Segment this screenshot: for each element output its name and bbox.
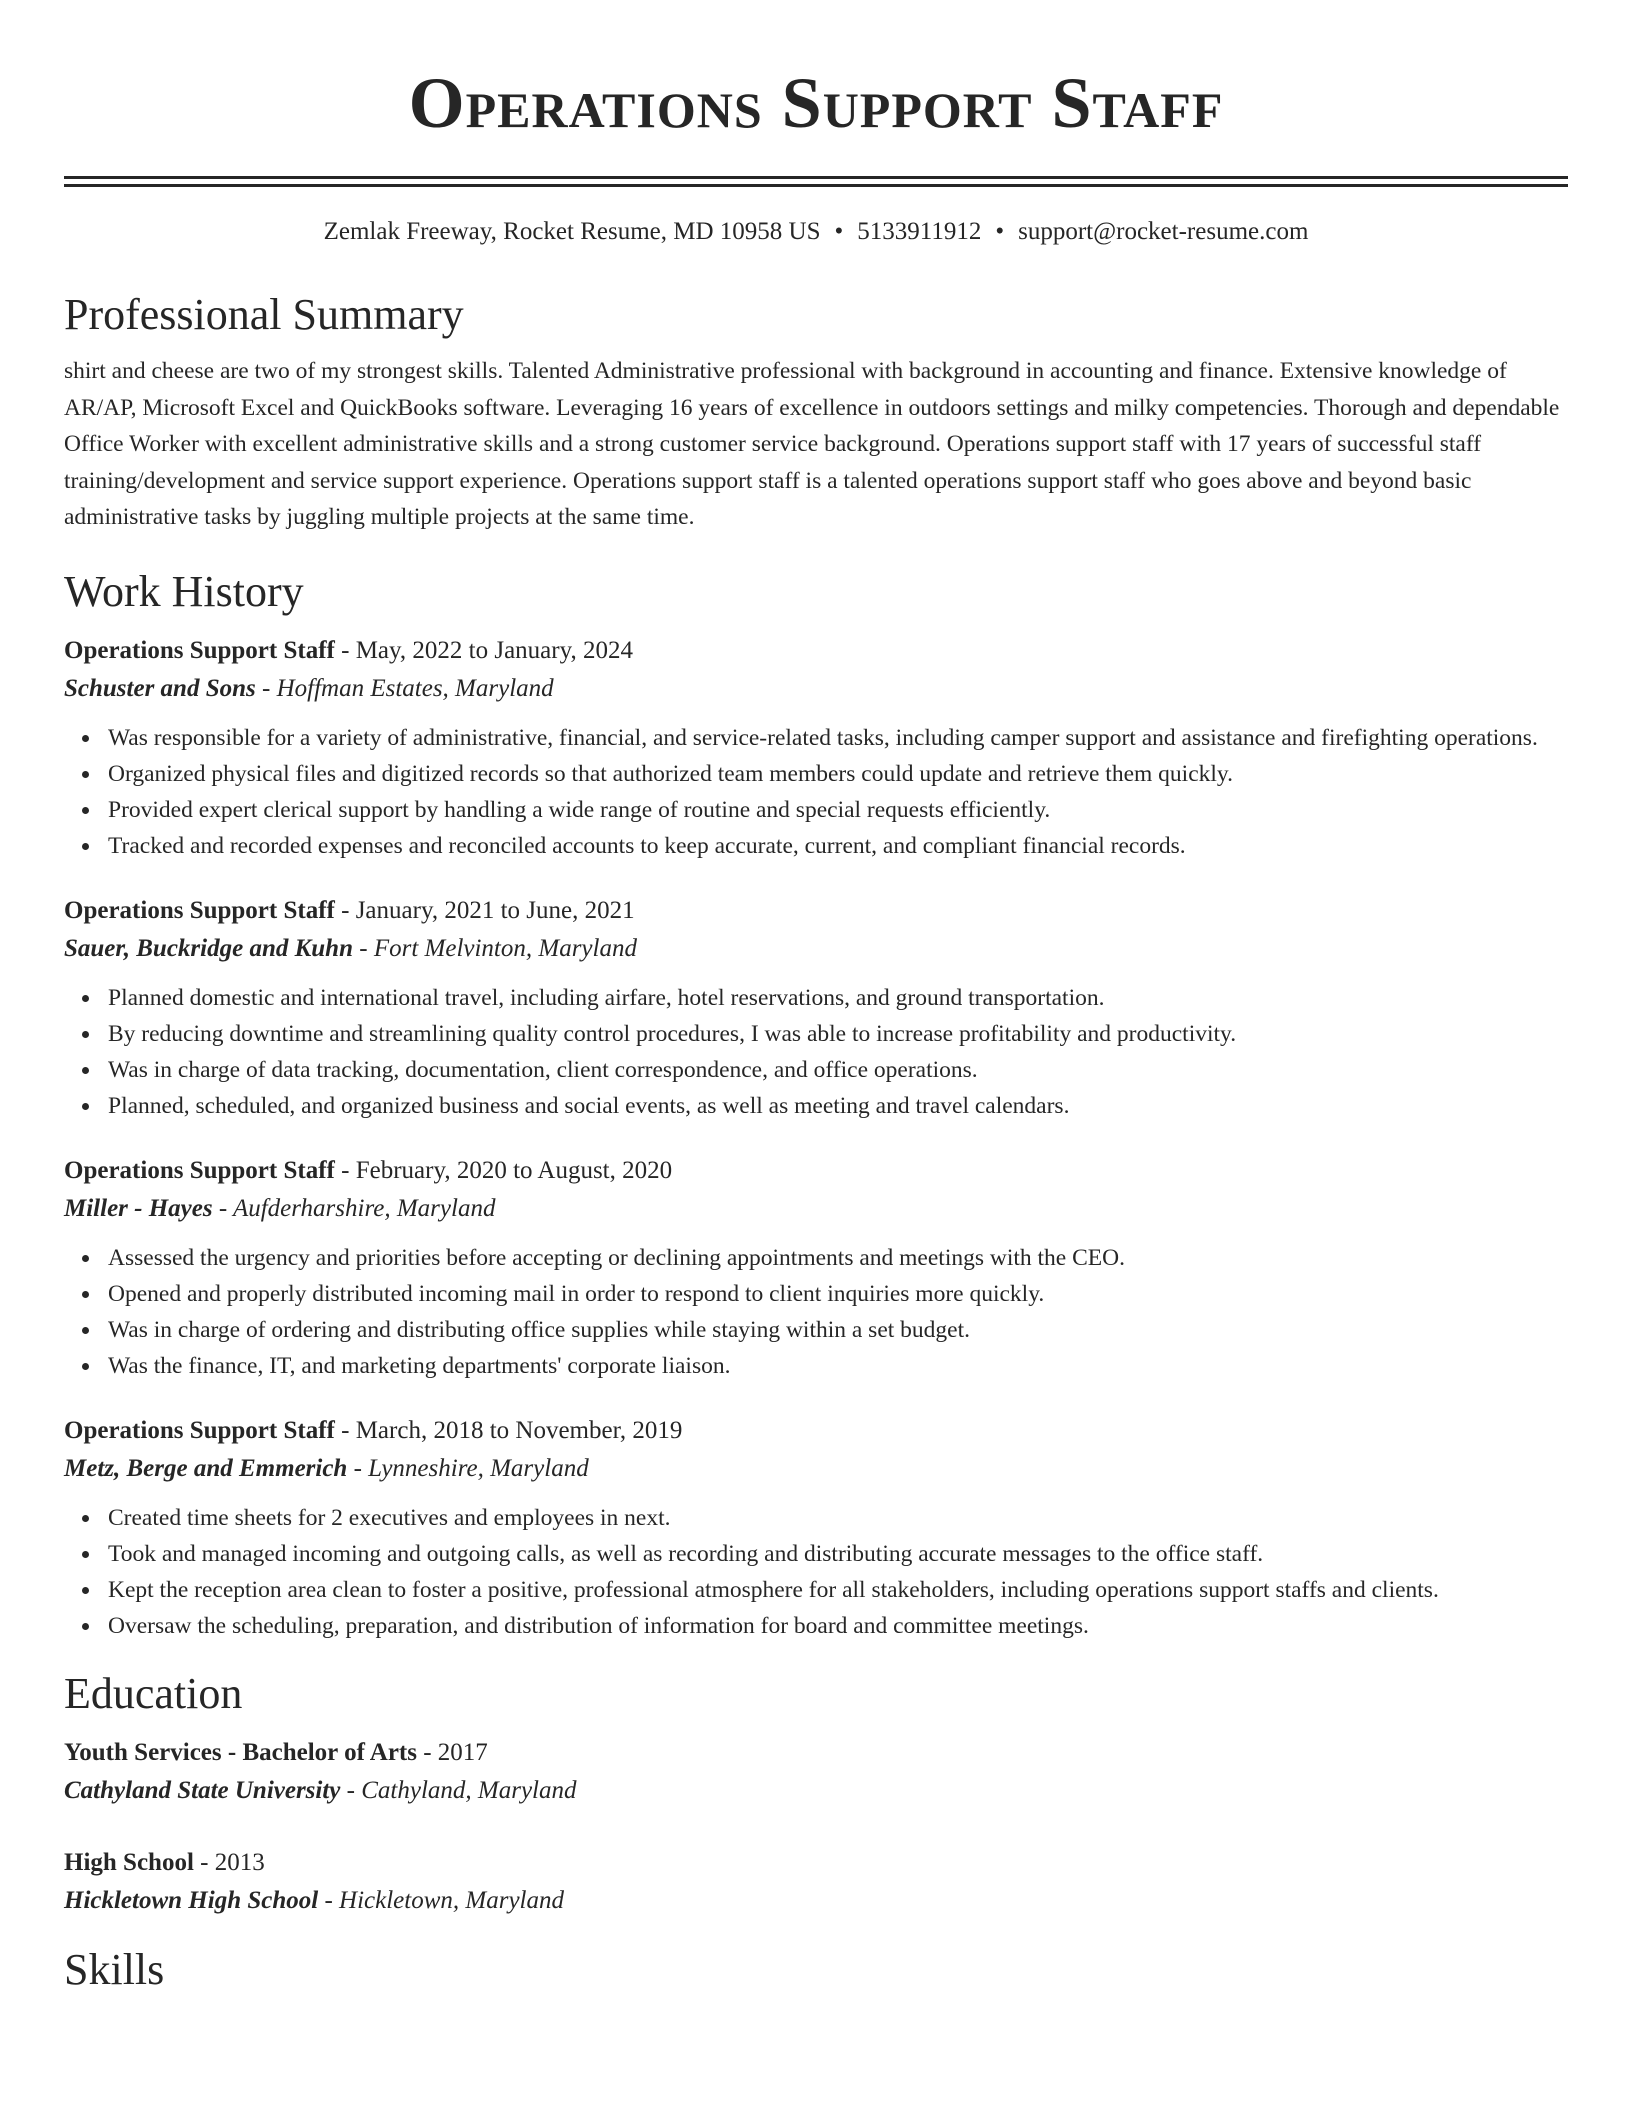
contact-separator: • — [834, 218, 844, 245]
job-company-line — [64, 670, 1568, 708]
job-dates: - February, 2020 to August, 2020 — [334, 1156, 673, 1184]
contact-line — [64, 215, 1568, 249]
education-degree-line — [64, 1844, 1568, 1882]
job-bullets — [64, 1240, 1568, 1384]
job-entry — [64, 632, 1568, 864]
education-heading: Education — [64, 1668, 243, 1718]
job-location: - Fort Melvinton, Maryland — [353, 934, 637, 962]
job-bullet: Was in charge of ordering and distributing office supplies while staying within a set budget. — [108, 1312, 1568, 1348]
contact-separator: • — [995, 218, 1005, 245]
job-company: Miller - Hayes — [64, 1194, 213, 1222]
job-bullet: Oversaw the scheduling, preparation, and distribution of information for board and committee meetings. — [108, 1608, 1568, 1644]
resume-title: Operations Support Staff — [408, 63, 1224, 143]
job-bullet: By reducing downtime and streamlining quality control procedures, I was able to increase profitability and productivity. — [108, 1016, 1568, 1052]
title-divider — [64, 176, 1568, 187]
job-bullet: Was in charge of data tracking, documentation, client correspondence, and office operations. — [108, 1052, 1568, 1088]
education-year: - 2017 — [416, 1738, 488, 1766]
job-company-line — [64, 930, 1568, 968]
education-school: Hickletown High School — [64, 1886, 319, 1914]
summary-section — [64, 287, 1568, 536]
job-bullet: Was responsible for a variety of administrative, financial, and service-related tasks, including camper support and assistance and firefighting operations. — [108, 720, 1568, 756]
job-role: Operations Support Staff — [64, 896, 335, 924]
education-year: - 2013 — [193, 1848, 265, 1876]
job-entry — [64, 1412, 1568, 1644]
job-entry — [64, 892, 1568, 1124]
job-bullet: Was the finance, IT, and marketing departments' corporate liaison. — [108, 1348, 1568, 1384]
job-dates: - May, 2022 to January, 2024 — [334, 636, 633, 664]
job-title-line — [64, 892, 1568, 930]
summary-heading: Professional Summary — [64, 290, 464, 339]
job-bullets — [64, 720, 1568, 864]
work-history-section — [64, 564, 1568, 1644]
education-entry — [64, 1734, 1568, 1810]
job-bullet: Opened and properly distributed incoming mail in order to respond to client inquiries more quickly. — [108, 1276, 1568, 1312]
job-bullet: Organized physical files and digitized records so that authorized team members could update and retrieve them quickly. — [108, 756, 1568, 792]
job-location: - Lynneshire, Maryland — [347, 1454, 589, 1482]
job-dates: - March, 2018 to November, 2019 — [334, 1416, 683, 1444]
job-title-line — [64, 1152, 1568, 1190]
job-company-line — [64, 1190, 1568, 1228]
education-section — [64, 1666, 1568, 1920]
summary-text: shirt and cheese are two of my strongest skills. Talented Administrative professional with background in accounting and finance. Extensive knowledge of AR/AP, Microsoft Excel and QuickBooks software. Leveraging 16 years of excellence in outdoors settings and milky competencies. Thorough and dependable Office Worker with excellent administrative skills and a strong customer service background. Operations support staff with 17 years of successful staff training/development and service support experience. Operations support staff is a talented operations support staff who goes above and beyond basic administrative tasks by juggling multiple projects at the same time. — [64, 358, 1560, 530]
job-title-line — [64, 1412, 1568, 1450]
education-school-line — [64, 1882, 1568, 1920]
job-bullet: Planned, scheduled, and organized business and social events, as well as meeting and travel calendars. — [108, 1088, 1568, 1124]
job-role: Operations Support Staff — [64, 1416, 335, 1444]
job-company: Schuster and Sons — [64, 674, 256, 702]
job-role: Operations Support Staff — [64, 636, 335, 664]
job-location: - Aufderharshire, Maryland — [212, 1194, 496, 1222]
job-company: Metz, Berge and Emmerich — [64, 1454, 348, 1482]
education-degree: Youth Services - Bachelor of Arts — [64, 1738, 417, 1766]
education-entry — [64, 1844, 1568, 1920]
contact-email: support@rocket-resume.com — [1018, 218, 1309, 245]
skills-section — [64, 1942, 1568, 1998]
job-title-line — [64, 632, 1568, 670]
job-bullet: Assessed the urgency and priorities before accepting or declining appointments and meetings with the CEO. — [108, 1240, 1568, 1276]
education-school: Cathyland State University — [64, 1776, 341, 1804]
job-bullet: Planned domestic and international travel, including airfare, hotel reservations, and ground transportation. — [108, 980, 1568, 1016]
education-degree-line — [64, 1734, 1568, 1772]
job-location: - Hoffman Estates, Maryland — [255, 674, 554, 702]
job-entry — [64, 1152, 1568, 1384]
job-company: Sauer, Buckridge and Kuhn — [64, 934, 353, 962]
job-bullet: Created time sheets for 2 executives and employees in next. — [108, 1500, 1568, 1536]
job-dates: - January, 2021 to June, 2021 — [334, 896, 635, 924]
education-location: - Cathyland, Maryland — [340, 1776, 577, 1804]
job-role: Operations Support Staff — [64, 1156, 335, 1184]
job-bullet: Tracked and recorded expenses and reconciled accounts to keep accurate, current, and compliant financial records. — [108, 828, 1568, 864]
job-bullets — [64, 1500, 1568, 1644]
work-history-heading: Work History — [64, 566, 304, 616]
job-bullet: Provided expert clerical support by handling a wide range of routine and special requests efficiently. — [108, 792, 1568, 828]
skills-heading: Skills — [64, 1944, 165, 1994]
job-bullet: Kept the reception area clean to foster a positive, professional atmosphere for all stakeholders, including operations support staffs and clients. — [108, 1572, 1568, 1608]
education-location: - Hickletown, Maryland — [318, 1886, 564, 1914]
job-company-line — [64, 1450, 1568, 1488]
contact-address: Zemlak Freeway, Rocket Resume, MD 10958 US — [323, 218, 821, 245]
education-degree: High School — [64, 1848, 194, 1876]
job-bullets — [64, 980, 1568, 1124]
contact-phone: 5133911912 — [857, 218, 982, 245]
job-bullet: Took and managed incoming and outgoing calls, as well as recording and distributing accurate messages to the office staff. — [108, 1536, 1568, 1572]
education-school-line — [64, 1772, 1568, 1810]
